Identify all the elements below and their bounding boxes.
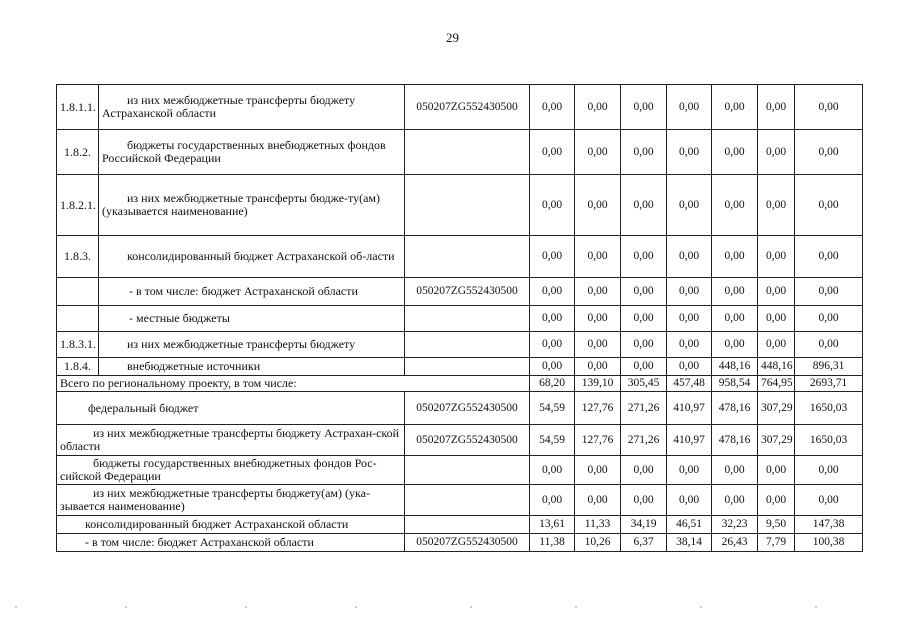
budget-code [405,358,530,376]
table-row [57,516,863,534]
value-cell: 0,00 [530,175,575,236]
value-cell: 0,00 [530,485,575,516]
value-cell: 0,00 [712,278,758,306]
value-cell: 0,00 [712,236,758,278]
value-cell: 0,00 [575,278,621,306]
total-row [57,376,863,392]
value-cell: 0,00 [712,130,758,175]
value-cell: 100,38 [795,534,863,552]
row-description: из них межбюджетные трансферты бюдже-ту(ам) (указывается наименование) [99,175,405,236]
scan-dot [15,606,17,608]
budget-code [405,456,530,485]
value-cell: 0,00 [621,306,667,332]
value-cell: 0,00 [621,456,667,485]
value-cell: 0,00 [667,236,712,278]
value-cell: 0,00 [758,175,795,236]
row-index: 1.8.3.1. [57,332,99,358]
budget-code: 050207ZG552430500 [405,278,530,306]
value-cell: 0,00 [575,358,621,376]
value-cell: 0,00 [667,175,712,236]
budget-code [405,236,530,278]
row-index: 1.8.3. [57,236,99,278]
value-cell: 0,00 [621,175,667,236]
value-cell: 0,00 [667,306,712,332]
value-cell: 0,00 [667,358,712,376]
value-cell: 0,00 [667,332,712,358]
value-cell: 2693,71 [795,376,863,392]
value-cell: 0,00 [758,236,795,278]
value-cell: 896,31 [795,358,863,376]
value-cell: 0,00 [712,85,758,130]
value-cell: 410,97 [667,392,712,425]
value-cell: 0,00 [575,236,621,278]
budget-code [405,130,530,175]
row-description: бюджеты государственных внебюджетных фондов Рос-сийской Федерации [57,456,405,485]
value-cell: 0,00 [530,332,575,358]
value-cell: 34,19 [621,516,667,534]
value-cell: 0,00 [530,130,575,175]
value-cell: 0,00 [667,278,712,306]
value-cell: 46,51 [667,516,712,534]
value-cell: 68,20 [530,376,575,392]
value-cell: 457,48 [667,376,712,392]
value-cell: 13,61 [530,516,575,534]
value-cell: 0,00 [795,85,863,130]
value-cell: 0,00 [575,130,621,175]
budget-code [405,175,530,236]
page-number: 29 [446,30,459,45]
value-cell: 54,59 [530,392,575,425]
value-cell: 448,16 [712,358,758,376]
value-cell: 0,00 [795,175,863,236]
table-row [57,130,863,175]
budget-code [405,332,530,358]
value-cell: 0,00 [667,456,712,485]
row-index: 1.8.2. [57,130,99,175]
table-row [57,306,863,332]
value-cell: 958,54 [712,376,758,392]
row-description: - в том числе: бюджет Астраханской области [99,278,405,306]
budget-table [56,84,863,552]
budget-code: 050207ZG552430500 [405,392,530,425]
row-description: консолидированный бюджет Астраханской области [57,516,405,534]
value-cell: 0,00 [667,130,712,175]
value-cell: 0,00 [667,85,712,130]
scan-dot [575,606,577,608]
value-cell: 38,14 [667,534,712,552]
value-cell: 0,00 [621,130,667,175]
value-cell: 478,16 [712,425,758,456]
value-cell: 0,00 [621,85,667,130]
table-row [57,358,863,376]
value-cell: 127,76 [575,425,621,456]
table-row [57,175,863,236]
value-cell: 0,00 [795,306,863,332]
value-cell: 764,95 [758,376,795,392]
table-row [57,85,863,130]
value-cell: 0,00 [621,278,667,306]
value-cell: 54,59 [530,425,575,456]
value-cell: 0,00 [530,358,575,376]
row-description: федеральный бюджет [57,392,405,425]
value-cell: 26,43 [712,534,758,552]
row-description: из них межбюджетные трансферты бюджету Астраханской области [99,85,405,130]
value-cell: 9,50 [758,516,795,534]
value-cell: 0,00 [758,130,795,175]
value-cell: 11,38 [530,534,575,552]
value-cell: 0,00 [795,332,863,358]
budget-code: 050207ZG552430500 [405,85,530,130]
value-cell: 271,26 [621,425,667,456]
row-description: бюджеты государственных внебюджетных фондов Российской Федерации [99,130,405,175]
value-cell: 0,00 [530,456,575,485]
value-cell: 127,76 [575,392,621,425]
row-description: из них межбюджетные трансферты бюджету(ам) (ука-зывается наименование) [57,485,405,516]
value-cell: 0,00 [795,278,863,306]
value-cell: 0,00 [575,332,621,358]
table-row [57,456,863,485]
value-cell: 0,00 [795,236,863,278]
value-cell: 0,00 [575,306,621,332]
value-cell: 0,00 [712,306,758,332]
value-cell: 0,00 [712,175,758,236]
row-description: из них межбюджетные трансферты бюджету [99,332,405,358]
value-cell: 0,00 [712,456,758,485]
value-cell: 1650,03 [795,425,863,456]
value-cell: 410,97 [667,425,712,456]
value-cell: 7,79 [758,534,795,552]
row-index [57,278,99,306]
value-cell: 307,29 [758,392,795,425]
value-cell: 0,00 [575,485,621,516]
value-cell: 305,45 [621,376,667,392]
scan-dot [700,606,702,608]
scan-dot [470,606,472,608]
row-description: внебюджетные источники [99,358,405,376]
budget-code: 050207ZG552430500 [405,425,530,456]
budget-code [405,485,530,516]
row-description: - местные бюджеты [99,306,405,332]
row-index: 1.8.4. [57,358,99,376]
value-cell: 0,00 [712,485,758,516]
value-cell: 0,00 [575,456,621,485]
scan-dot [245,606,247,608]
row-index: 1.8.2.1. [57,175,99,236]
value-cell: 1650,03 [795,392,863,425]
value-cell: 147,38 [795,516,863,534]
table-row [57,392,863,425]
row-description: из них межбюджетные трансферты бюджету Астрахан-ской области [57,425,405,456]
value-cell: 0,00 [621,332,667,358]
value-cell: 0,00 [530,306,575,332]
scan-dots [0,606,905,608]
value-cell: 478,16 [712,392,758,425]
value-cell: 10,26 [575,534,621,552]
table-row [57,332,863,358]
scan-dot [125,606,127,608]
value-cell: 0,00 [621,236,667,278]
table-row [57,534,863,552]
value-cell: 0,00 [795,485,863,516]
table-row [57,425,863,456]
value-cell: 0,00 [758,485,795,516]
value-cell: 11,33 [575,516,621,534]
value-cell: 0,00 [712,332,758,358]
value-cell: 139,10 [575,376,621,392]
value-cell: 0,00 [795,130,863,175]
value-cell: 0,00 [758,85,795,130]
value-cell: 448,16 [758,358,795,376]
scan-dot [815,606,817,608]
value-cell: 0,00 [758,332,795,358]
value-cell: 0,00 [575,175,621,236]
value-cell: 0,00 [621,358,667,376]
row-index: 1.8.1.1. [57,85,99,130]
row-description: - в том числе: бюджет Астраханской области [57,534,405,552]
budget-code [405,516,530,534]
value-cell: 32,23 [712,516,758,534]
scan-dot [355,606,357,608]
value-cell: 0,00 [758,278,795,306]
value-cell: 6,37 [621,534,667,552]
value-cell: 0,00 [575,85,621,130]
value-cell: 0,00 [530,85,575,130]
budget-code [405,306,530,332]
value-cell: 0,00 [758,456,795,485]
table-row [57,485,863,516]
row-index [57,306,99,332]
table-row [57,236,863,278]
value-cell: 0,00 [758,306,795,332]
total-description: Всего по региональному проекту, в том числе: [57,376,530,392]
value-cell: 0,00 [667,485,712,516]
budget-code: 050207ZG552430500 [405,534,530,552]
value-cell: 0,00 [530,236,575,278]
value-cell: 0,00 [621,485,667,516]
value-cell: 0,00 [530,278,575,306]
value-cell: 271,26 [621,392,667,425]
value-cell: 0,00 [795,456,863,485]
row-description: консолидированный бюджет Астраханской об-ласти [99,236,405,278]
table-row [57,278,863,306]
value-cell: 307,29 [758,425,795,456]
